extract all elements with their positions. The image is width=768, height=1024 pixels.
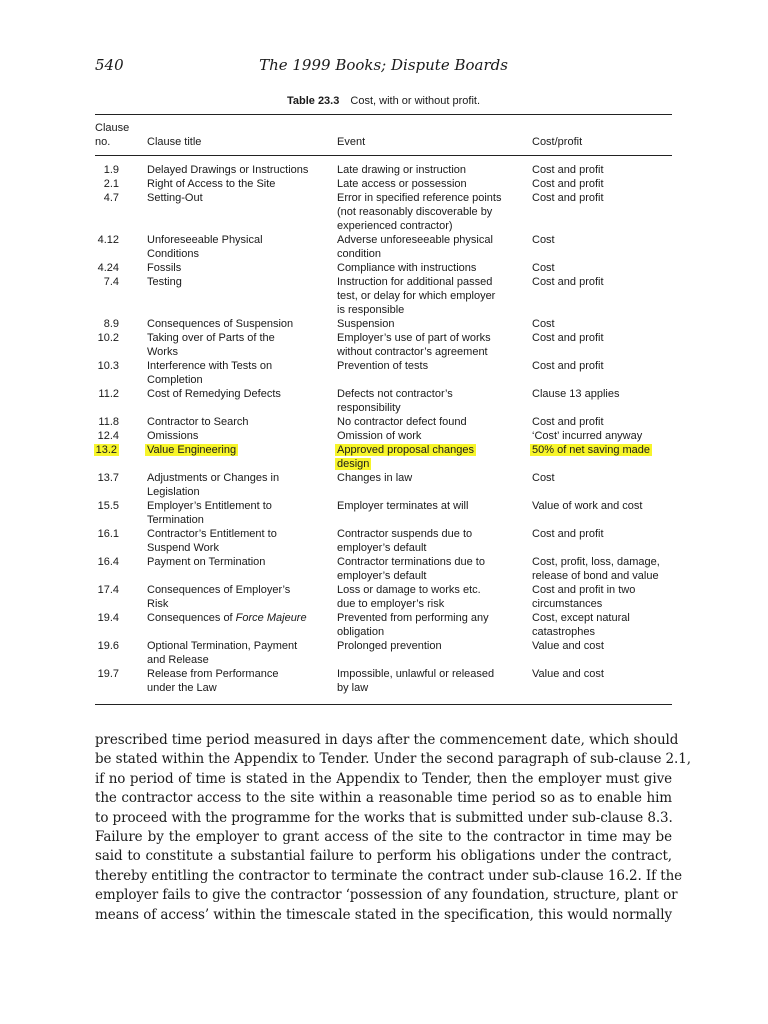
cell-clause-title: Setting-Out <box>147 192 203 204</box>
column-header-clause-title: Clause title <box>147 136 202 148</box>
cell-cost-profit: Cost, except natural catastrophes <box>532 612 630 638</box>
table-row <box>95 233 672 261</box>
body-text-line: prescribed time period measured in days after the commencement date, which should <box>95 732 679 748</box>
cell-clause-title: Omissions <box>147 430 199 442</box>
column-header-clause-no-line2: no. <box>95 136 111 148</box>
body-text-line: be stated within the Appendix to Tender. Under the second paragraph of sub-clause 2.1, <box>95 751 691 768</box>
table-row <box>95 583 672 611</box>
cell-clause-no: 15.5 <box>97 500 119 512</box>
cell-clause-no: 7.4 <box>103 276 119 288</box>
cell-clause-title: Interference with Tests on Completion <box>147 360 273 386</box>
body-text-line: the contractor access to the site within a reasonable time period so as to enable him <box>95 790 672 807</box>
cell-event: Suspension <box>337 318 395 330</box>
cell-clause-no: 19.7 <box>97 668 119 680</box>
cell-clause-no: 17.4 <box>97 584 119 596</box>
table-row <box>95 499 672 527</box>
cell-clause-title: Consequences of Suspension <box>147 318 294 330</box>
body-text-line: to proceed with the programme for the works that is submitted under sub-clause 8.3. <box>95 809 673 826</box>
cell-clause-title <box>147 611 335 625</box>
running-head <box>95 56 672 76</box>
table-row <box>95 667 672 695</box>
table-row <box>95 359 672 387</box>
cell-cost-profit: Cost and profit <box>532 192 604 204</box>
cell-clause-title: Adjustments or Changes in Legislation <box>147 472 280 498</box>
table-row <box>95 527 672 555</box>
cell-clause-title: Unforeseeable Physical Conditions <box>147 234 263 260</box>
cell-clause-title <box>147 443 335 457</box>
cell-event: No contractor defect found <box>337 416 467 428</box>
cell-clause-no: 11.2 <box>98 388 119 400</box>
cell-event: Impossible, unlawful or released by law <box>337 668 495 694</box>
table-row <box>95 471 672 499</box>
cell-clause-no: 19.6 <box>97 640 119 652</box>
cell-clause-no: 10.2 <box>97 332 119 344</box>
cell-cost-profit: Cost and profit in two circumstances <box>532 584 636 610</box>
table-header-rule <box>95 155 672 156</box>
cell-event: Error in specified reference points (not reasonably discoverable by experienced contractor) <box>337 192 502 232</box>
cell-clause-title: Contractor’s Entitlement to Suspend Work <box>147 528 277 554</box>
table-row <box>95 555 672 583</box>
table-body <box>95 163 672 695</box>
cell-event: Changes in law <box>337 472 413 484</box>
cell-cost-profit: Cost and profit <box>532 528 604 540</box>
table-row <box>95 163 672 177</box>
cell-event: Prevention of tests <box>337 360 429 372</box>
body-text-line: said to constitute a substantial failure to perform his obligations under the contract, <box>95 848 672 865</box>
column-header-clause-no <box>95 121 145 149</box>
body-text-line: means of access’ within the timescale stated in the specification, this would normally <box>95 906 672 923</box>
cell-cost-profit: Cost <box>532 234 555 246</box>
cell-cost-profit: Value and cost <box>532 640 604 652</box>
table-caption <box>95 95 672 107</box>
cell-event <box>337 443 529 471</box>
body-text-line: employer fails to give the contractor ‘possession of any foundation, structure, plant or <box>95 887 678 904</box>
column-header-event: Event <box>337 136 366 148</box>
cell-event: Instruction for additional passed test, or delay for which employer is responsible <box>337 276 496 316</box>
cell-event: Omission of work <box>337 430 422 442</box>
cell-cost-profit: Cost and profit <box>532 276 604 288</box>
table-row <box>95 415 672 429</box>
cell-clause-title-italic: Force Majeure <box>235 612 307 624</box>
cell-event: Loss or damage to works etc. due to employer’s risk <box>337 584 481 610</box>
cell-clause-title: Employer’s Entitlement to Termination <box>147 500 272 526</box>
text-highlight: Value Engineering <box>147 444 237 456</box>
text-highlight: 50% of net saving made <box>532 444 651 456</box>
cell-clause-no: 12.4 <box>97 430 119 442</box>
cell-event: Late drawing or instruction <box>337 164 467 176</box>
table-top-rule <box>95 114 672 115</box>
cell-cost-profit: Cost and profit <box>532 332 604 344</box>
cell-cost-profit: Cost and profit <box>532 178 604 190</box>
cell-cost-profit: Value and cost <box>532 668 604 680</box>
cell-cost-profit: Cost and profit <box>532 360 604 372</box>
text-highlight: Approved proposal changes design <box>337 444 474 470</box>
cell-clause-title: Contractor to Search <box>147 416 249 428</box>
cell-clause-title: Testing <box>147 276 182 288</box>
cell-clause-title: Consequences of Employer’s Risk <box>147 584 291 610</box>
cell-clause-no: 16.4 <box>97 556 119 568</box>
cell-cost-profit: Cost <box>532 472 555 484</box>
table-row <box>95 387 672 415</box>
table-row-highlighted <box>95 443 672 471</box>
cell-clause-no: 2.1 <box>103 178 119 190</box>
table-header <box>95 121 672 151</box>
text-highlight: 13.2 <box>95 444 117 456</box>
table-caption-label: Table 23.3 <box>286 95 340 107</box>
table-row <box>95 275 672 317</box>
cell-clause-title: Release from Performance under the Law <box>147 668 279 694</box>
cell-clause-title-prefix: Consequences of <box>147 612 236 624</box>
cell-clause-no: 4.24 <box>97 262 119 274</box>
book-title: The 1999 Books; Dispute Boards <box>259 56 508 74</box>
column-header-clause-no-line1: Clause <box>95 122 130 134</box>
cell-clause-title: Right of Access to the Site <box>147 178 276 190</box>
page-number: 540 <box>95 56 124 74</box>
cell-cost-profit: Cost <box>532 318 555 330</box>
table-row <box>95 191 672 233</box>
cell-clause-title: Optional Termination, Payment and Release <box>147 640 298 666</box>
table-row <box>95 611 672 639</box>
cell-clause-no: 19.4 <box>97 612 119 624</box>
cell-clause-no: 11.8 <box>98 416 119 428</box>
cell-cost-profit <box>532 443 674 457</box>
cell-clause-no: 4.12 <box>97 234 119 246</box>
body-paragraph <box>95 731 691 925</box>
body-text-line: thereby entitling the contractor to terminate the contract under sub-clause 16.2. If the <box>95 867 683 884</box>
cell-clause-no: 16.1 <box>97 528 119 540</box>
cell-cost-profit: Cost, profit, loss, damage, release of bond and value <box>532 556 660 582</box>
table-caption-text: Cost, with or without profit. <box>350 95 481 107</box>
cell-event: Prolonged prevention <box>337 640 442 652</box>
cell-event: Late access or possession <box>337 178 467 190</box>
column-header-cost-profit: Cost/profit <box>532 136 583 148</box>
cell-clause-title: Taking over of Parts of the Works <box>147 332 275 358</box>
table-row <box>95 177 672 191</box>
table-row <box>95 331 672 359</box>
cell-cost-profit: Value of work and cost <box>532 500 643 512</box>
cell-event: Contractor terminations due to employer’s default <box>337 556 485 582</box>
cell-clause-title: Delayed Drawings or Instructions <box>147 164 309 176</box>
cell-cost-profit: Cost and profit <box>532 416 604 428</box>
cell-cost-profit: Cost and profit <box>532 164 604 176</box>
cell-cost-profit: Cost <box>532 262 555 274</box>
cell-event: Employer terminates at will <box>337 500 469 512</box>
cell-event: Adverse unforeseeable physical condition <box>337 234 493 260</box>
cell-cost-profit: Clause 13 applies <box>532 388 620 400</box>
cell-event: Employer’s use of part of works without contractor’s agreement <box>337 332 491 358</box>
cell-event: Contractor suspends due to employer’s default <box>337 528 473 554</box>
cell-clause-no: 8.9 <box>103 318 119 330</box>
cell-clause-no: 4.7 <box>103 192 119 204</box>
cell-clause-title: Cost of Remedying Defects <box>147 388 281 400</box>
table-row <box>95 317 672 331</box>
cell-clause-no: 13.7 <box>97 472 119 484</box>
table-row <box>95 261 672 275</box>
cell-clause-title: Payment on Termination <box>147 556 266 568</box>
body-text-line: if no period of time is stated in the Appendix to Tender, then the employer must give <box>95 770 672 787</box>
cell-clause-no <box>95 443 119 457</box>
cell-clause-title: Fossils <box>147 262 182 274</box>
cell-clause-no: 1.9 <box>103 164 119 176</box>
cell-event: Prevented from performing any obligation <box>337 612 489 638</box>
table-row <box>95 429 672 443</box>
table-bottom-rule <box>95 704 672 705</box>
cell-event: Defects not contractor’s responsibility <box>337 388 453 414</box>
cell-cost-profit: ‘Cost’ incurred anyway <box>532 430 643 442</box>
cell-event: Compliance with instructions <box>337 262 477 274</box>
table-row <box>95 639 672 667</box>
cell-clause-no: 10.3 <box>97 360 119 372</box>
body-text-line: Failure by the employer to grant access of the site to the contractor in time may be <box>95 828 672 845</box>
